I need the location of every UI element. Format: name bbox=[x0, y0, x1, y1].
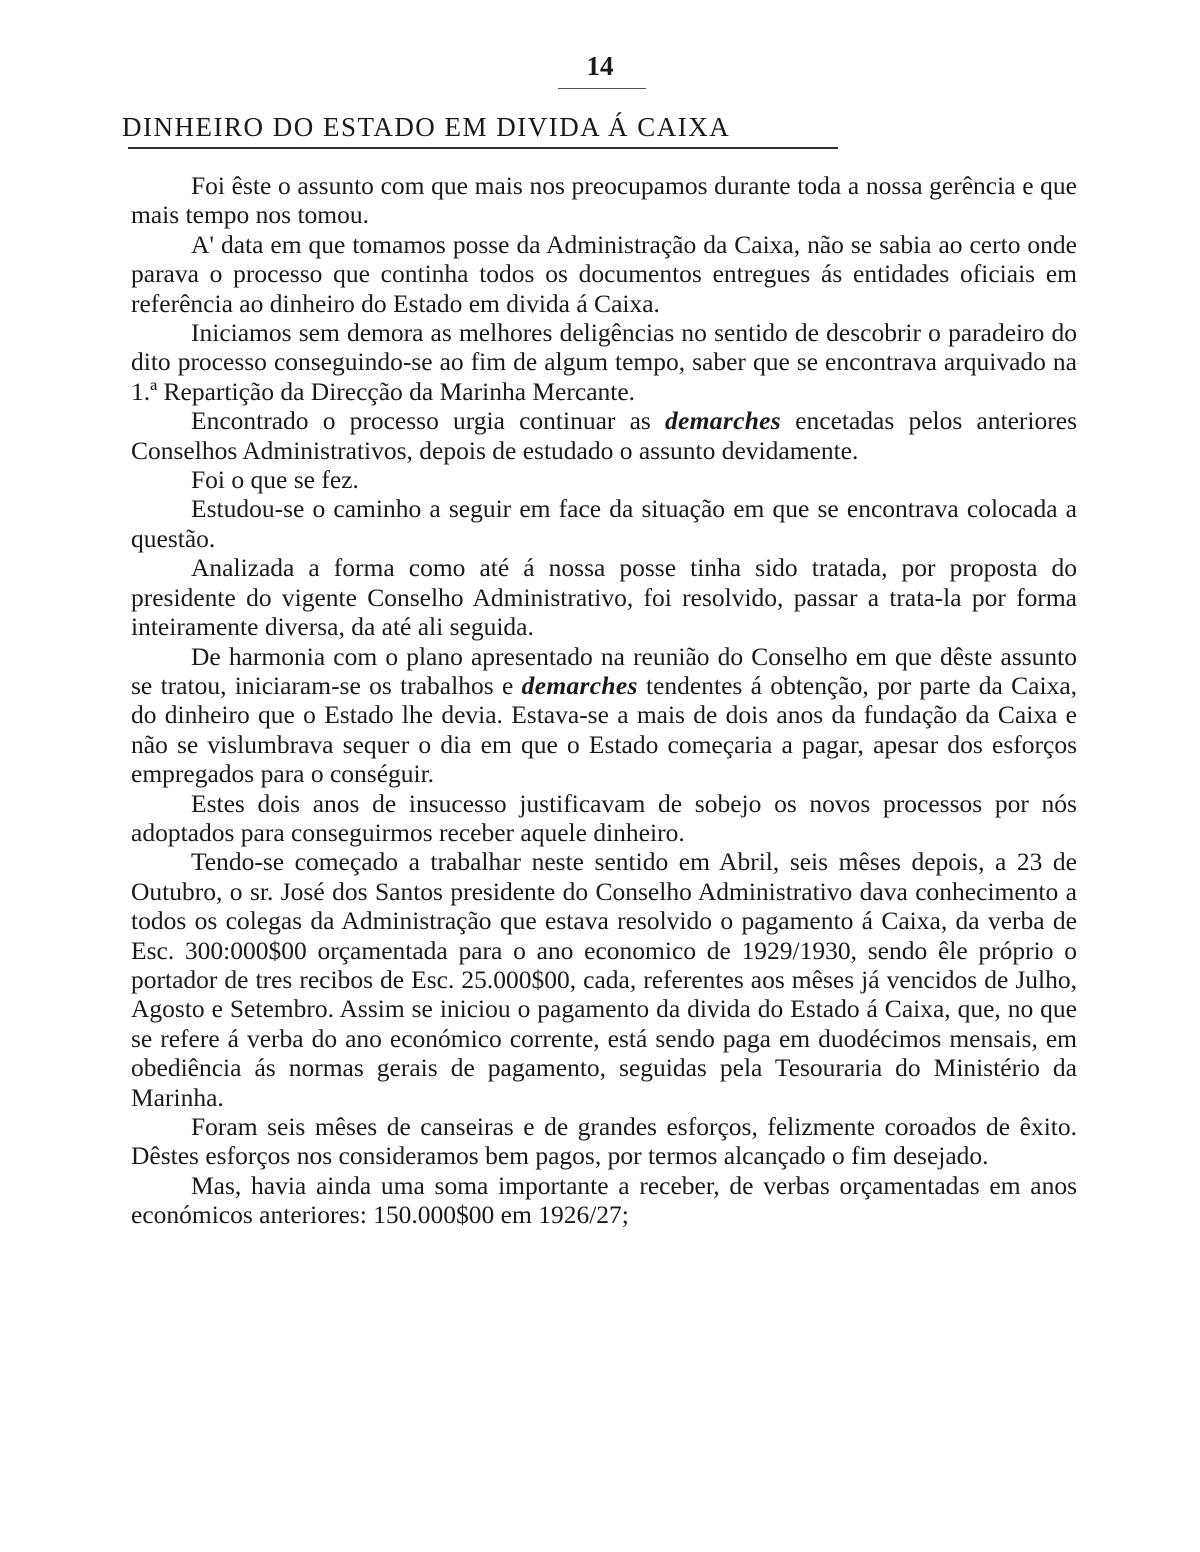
paragraph: Estes dois anos de insucesso justificavam de sobejo os novos processos por nós adoptados para conseguirmos receber aquele dinheiro. bbox=[131, 788, 1077, 847]
paragraph-text: De harmonia com o plano apresentado na reunião do Conselho em que dêste assunto se tratou, iniciaram-se os trabalhos e bbox=[131, 641, 1077, 700]
paragraph: A' data em que tomamos posse da Administração da Caixa, não se sabia ao certo onde parava o processo que continha todos os documentos entregues ás entidades oficiais em referência ao dinheiro do Estado em divida á Caixa. bbox=[131, 229, 1077, 318]
paragraph: Tendo-se começado a trabalhar neste sentido em Abril, seis mêses depois, a 23 de Outubro, o sr. José dos Santos presidente do Conselho Administrativo dava conhecimento a todos os colegas da Administração que estava resolvido o pagamento á Caixa, da verba de Esc. 300:000$00 orçamentada para o ano economico de 1929/1930, sendo êle próprio o portador de tres recibos de Esc. 25.000$00, cada, referentes aos mêses já vencidos de Julho, Agosto e Setembro. Assim se iniciou o pagamento da divida do Estado á Caixa, que, no que se refere á verba do ano económico corrente, está sendo paga em duodécimos mensais, em obediência ás normas gerais de pagamento, seguidas pela Tesouraria do Ministério da Marinha. bbox=[131, 847, 1077, 1112]
page-number-underline bbox=[558, 88, 646, 89]
paragraph: Foi êste o assunto com que mais nos preocupamos durante toda a nossa gerência e que mais tempo nos tomou. bbox=[131, 171, 1077, 230]
heading-underline bbox=[128, 147, 838, 149]
paragraph-text: tendentes á obtenção, por parte da Caixa, do dinheiro que o Estado lhe devia. Estava-se a mais de dois anos da fundação da Caixa e não se vislumbrava sequer o dia em que o Estado começaria a pagar, apesar dos esforços empregados para o conséguir. bbox=[131, 670, 1078, 789]
paragraph-text: Encontrado o processo urgia continuar as bbox=[191, 406, 665, 436]
paragraph-text: encetadas pelos anteriores Conselhos Administrativos, depois de estudado o assunto devidamente. bbox=[131, 406, 1077, 465]
italic-term: demarches bbox=[521, 670, 638, 700]
paragraph: Estudou-se o caminho a seguir em face da situação em que se encontrava colocada a questão. bbox=[131, 494, 1077, 553]
paragraph bbox=[131, 642, 1077, 789]
paragraph: Iniciamos sem demora as melhores deligências no sentido de descobrir o paradeiro do dito processo conseguindo-se ao fim de algum tempo, saber que se encontrava arquivado na 1.ª Repartição da Direcção da Marinha Mercante. bbox=[131, 318, 1077, 406]
body-text bbox=[131, 171, 1077, 1230]
section-heading: DINHEIRO DO ESTADO EM DIVIDA Á CAIXA bbox=[122, 112, 731, 142]
paragraph: Foi o que se fez. bbox=[191, 465, 359, 495]
page-number: 14 bbox=[586, 51, 614, 81]
paragraph: Mas, havia ainda uma soma importante a receber, de verbas orçamentadas em anos económicos anteriores: 150.000$00 em 1926/27; bbox=[131, 1170, 1077, 1230]
italic-term: demarches bbox=[665, 406, 782, 436]
paragraph: Foram seis mêses de canseiras e de grandes esforços, felizmente coroados de êxito. Dêstes esforços nos consideramos bem pagos, por termos alcançado o fim desejado. bbox=[131, 1112, 1077, 1171]
paragraph: Analizada a forma como até á nossa posse tinha sido tratada, por proposta do presidente do vigente Conselho Administrativo, foi resolvido, passar a trata-la por forma inteiramente diversa, da até ali seguida. bbox=[131, 553, 1077, 642]
paragraph bbox=[131, 406, 1077, 465]
